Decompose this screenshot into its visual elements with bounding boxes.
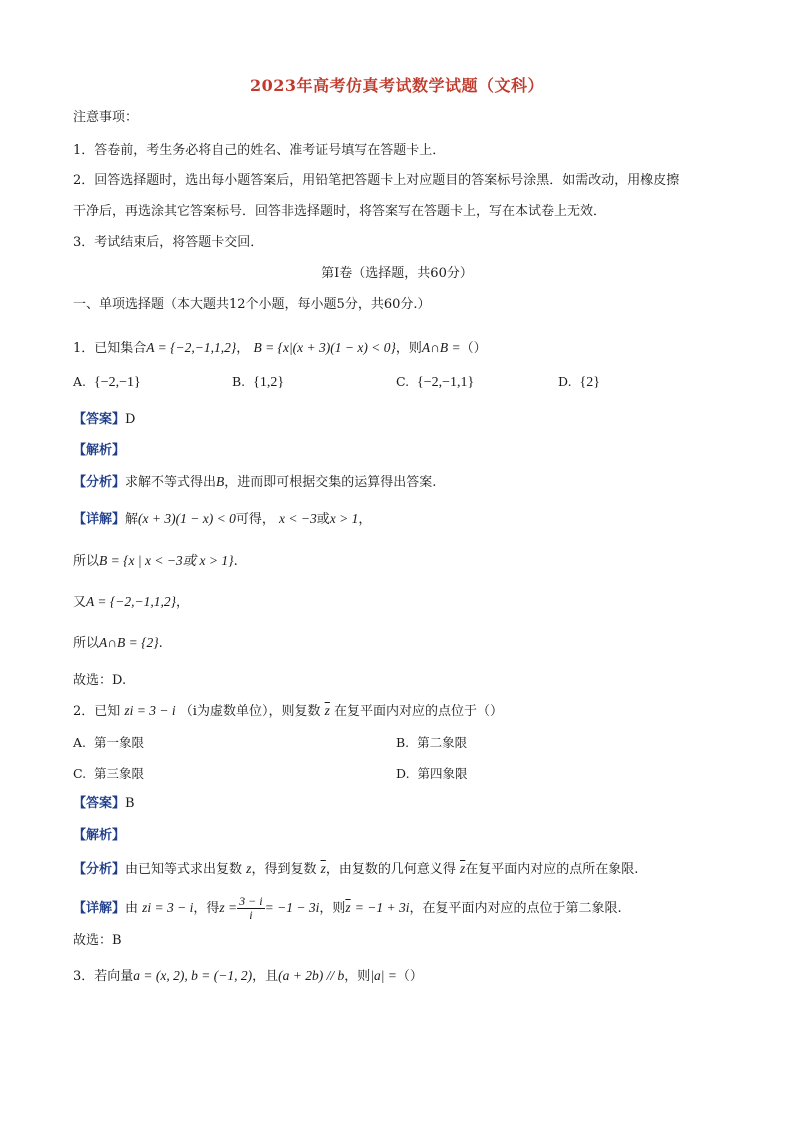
part-heading: 一、单项选择题（本大题共12个小题，每小题5分，共60分.） xyxy=(73,297,431,312)
section-heading: 第Ⅰ卷（选择题，共60分） xyxy=(321,266,473,281)
question-3-stem: 3．若向量a = (x, 2), b = (−1, 2)，且(a + 2b) // b，则|a| =（） xyxy=(73,968,423,984)
q1-answer: 【答案】D xyxy=(73,412,136,427)
q1-conclusion: 故选：D. xyxy=(73,673,127,688)
page-title: 2023年高考仿真考试数学试题（文科） xyxy=(249,76,545,95)
notice-item-2-cont: 干净后，再选涂其它答案标号．回答非选择题时，将答案写在答题卡上，写在本试卷上无效． xyxy=(73,204,607,219)
q1-xiangjie-1: 【详解】解(x + 3)(1 − x) < 0可得， x < −3或x > 1， xyxy=(73,511,372,527)
q2-option-c: C. 第三象限 xyxy=(73,766,145,781)
question-2-stem: 2．已知 zi = 3 − i （i为虚数单位），则复数 $\overline{z}$ 在复平面内对应的点位于（） xyxy=(73,703,504,719)
q1-xiangjie-4: 所以A∩B = {2}. xyxy=(73,635,163,651)
q1-prefix: 1．已知集合 xyxy=(73,341,147,356)
q1-option-b: B. {1,2} xyxy=(232,374,285,390)
q1-set-a: A = {−2,−1,1,2} xyxy=(146,340,237,355)
q2-option-b: B. 第二象限 xyxy=(396,735,468,750)
notice-item-2: 2．回答选择题时，选出每小题答案后，用铅笔把答题卡上对应题目的答案标号涂黑．如需改动，用橡皮擦 xyxy=(73,173,680,188)
notice-item-3: 3．考试结束后，将答题卡交回． xyxy=(73,235,264,250)
q1-blank: （） xyxy=(460,341,487,356)
q1-option-d: D. {2} xyxy=(558,374,600,390)
q2-conclusion: 故选：B xyxy=(73,933,122,948)
q1-expr: A∩B = xyxy=(421,340,461,355)
q1-option-a: A. {−2,−1} xyxy=(73,374,141,390)
q2-fenxi: 【分析】由已知等式求出复数 z，得到复数 $\overline{z}$，由复数的几何意义得 $\overline{z}$在复平面内对应的点所在象限. xyxy=(73,861,639,877)
q2-option-a: A. 第一象限 xyxy=(73,735,144,750)
q2-answer: 【答案】B xyxy=(73,796,135,811)
q1-analysis-tag: 【解析】 xyxy=(73,443,126,458)
q1-xiangjie-3: 又A = {−2,−1,1,2}， xyxy=(73,594,190,610)
q1-fenxi: 【分析】求解不等式得出B，进而即可根据交集的运算得出答案. xyxy=(73,474,437,490)
notice-heading: 注意事项： xyxy=(73,110,139,125)
q1-sep: ， xyxy=(236,341,250,356)
q1-xiangjie-2: 所以B = {x | x < −3或 x > 1}. xyxy=(73,553,238,569)
q2-analysis-tag: 【解析】 xyxy=(73,828,126,843)
q2-option-d: D. 第四象限 xyxy=(396,766,468,781)
q2-fraction: $\frac{3 - i}{i}$ xyxy=(239,894,263,922)
q1-set-b: B = {x|(x + 3)(1 − x) < 0} xyxy=(253,340,396,355)
q2-xiangjie: 【详解】由 zi = 3 − i，得z = $\frac{3 - i}{i}$ = −1 − 3i，则$\overline{z} = -1 + 3i$，在复平面内对应的点位于第二象限. xyxy=(73,894,622,922)
q1-option-c: C. {−2,−1,1} xyxy=(396,374,475,390)
q1-then: ，则 xyxy=(395,341,422,356)
question-1-stem xyxy=(73,339,487,358)
notice-item-1: 1．答卷前，考生务必将自己的姓名、准考证号填写在答题卡上． xyxy=(73,143,446,158)
